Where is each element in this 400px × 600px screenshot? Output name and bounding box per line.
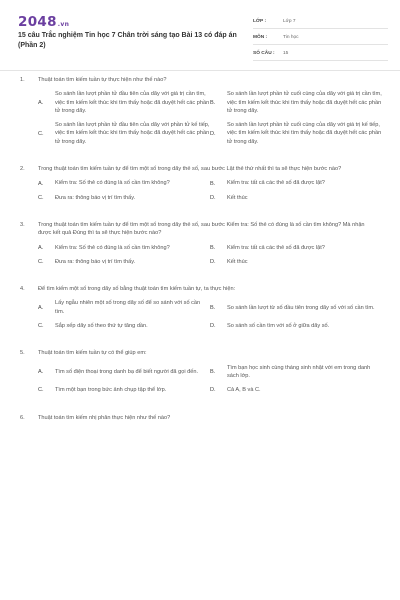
option-text: Kiểm tra: Số thẻ có đúng là số cần tìm không? <box>55 180 170 187</box>
question-5 <box>0 349 400 400</box>
answer-options <box>0 364 400 401</box>
option-letter: B. <box>210 180 216 187</box>
option-text: Kết thúc <box>227 258 248 265</box>
option-letter: A. <box>38 304 44 311</box>
option-d[interactable] <box>210 258 382 266</box>
option-text: So sánh số cần tìm với số ở giữa dãy số. <box>227 323 330 330</box>
logo-suffix: .vn <box>57 21 70 28</box>
meta-label: LỚP : <box>253 18 267 24</box>
option-text: Tìm một bạn trong bức ảnh chụp tập thể lớp. <box>55 387 167 394</box>
option-d[interactable] <box>210 121 382 146</box>
option-text: Kiểm tra: Số thẻ có đúng là số cần tìm không? <box>55 244 170 251</box>
question-list <box>0 76 400 435</box>
option-d[interactable] <box>210 386 382 394</box>
question-stem <box>0 76 400 84</box>
meta-label: MÔN : <box>253 34 268 40</box>
option-letter: C. <box>38 130 44 137</box>
option-d[interactable] <box>210 322 382 330</box>
meta-label: SỐ CÂU : <box>253 50 275 56</box>
question-stem <box>0 285 400 293</box>
option-letter: C. <box>38 387 44 394</box>
option-letter: D. <box>210 387 216 394</box>
option-text: Lấy ngẫu nhiên một số trong dãy số để so sánh với số cần tìm. <box>55 300 201 315</box>
question-stem <box>0 414 400 422</box>
option-text: Tìm bạn học sinh cùng tháng sinh nhật với em trong danh sách lớp. <box>227 364 371 379</box>
option-text: So sánh lần lượt phần tử cuối cùng của dãy với giá trị kế tiếp, việc tìm kiếm kết thúc khi tìm thấy hoặc đã duyệt hết các phần tử trong dãy. <box>227 122 382 145</box>
question-2 <box>0 165 400 208</box>
option-c[interactable] <box>38 386 210 394</box>
option-a[interactable] <box>38 364 210 381</box>
answer-options <box>0 299 400 336</box>
header-divider <box>0 70 400 71</box>
option-a[interactable] <box>38 179 210 187</box>
option-b[interactable] <box>210 299 382 316</box>
logo-text: 2048 <box>18 14 57 30</box>
option-text: Kết thúc <box>227 194 248 201</box>
question-6 <box>0 414 400 422</box>
meta-row-count <box>253 46 388 61</box>
option-letter: A. <box>38 180 44 187</box>
option-a[interactable] <box>38 244 210 252</box>
page-header <box>0 0 400 64</box>
option-b[interactable] <box>210 364 382 381</box>
question-text: Thuật toán tìm kiếm nhị phân thực hiện như thế nào? <box>38 414 171 421</box>
question-text: Để tìm kiếm một số trong dãy số bằng thuật toán tìm kiếm tuần tự, ta thực hiện: <box>38 286 236 293</box>
page-title: 15 câu Trắc nghiệm Tin học 7 Chân trời sáng tạo Bài 13 có đáp án (Phần 2) <box>18 32 237 49</box>
question-number: 4. <box>20 286 25 293</box>
option-text: Cả A, B và C. <box>227 387 261 394</box>
question-text: Trong thuật toán tìm kiếm tuần tự để tìm một số trong dãy thẻ số, sau bước Kiểm tra: Số thẻ có đúng là số cần tìm không? Mà nhận được kết quả Đúng thì ta sẽ thực hiện bước nào? <box>38 221 365 237</box>
question-number: 3. <box>20 221 25 228</box>
meta-value: Tin học <box>283 34 299 40</box>
option-letter: B. <box>210 244 216 251</box>
option-a[interactable] <box>38 299 210 316</box>
meta-row-class <box>253 14 388 29</box>
answer-options <box>0 179 400 208</box>
meta-value: Lớp 7 <box>283 18 296 24</box>
question-1 <box>0 76 400 152</box>
meta-value: 15 <box>283 50 289 56</box>
question-stem <box>0 221 400 238</box>
question-stem <box>0 165 400 173</box>
question-3 <box>0 221 400 272</box>
option-text: Kiểm tra: tất cả các thẻ số đã được lật? <box>227 180 325 187</box>
question-text: Trong thuật toán tìm kiếm tuần tự để tìm một số trong dãy thẻ số, sau bước Lật thẻ thứ nhất thì ta sẽ thực hiện bước nào? <box>38 166 342 173</box>
option-b[interactable] <box>210 244 382 252</box>
option-text: Sắp xếp dãy số theo thứ tự tăng dần. <box>55 323 148 330</box>
question-number: 5. <box>20 350 25 357</box>
option-d[interactable] <box>210 194 382 202</box>
question-text: Thuật toán tìm kiếm tuần tự thực hiện như thế nào? <box>38 77 167 83</box>
option-text: Đưa ra: thông báo vị trí tìm thấy. <box>55 194 136 201</box>
question-number: 6. <box>20 414 25 421</box>
option-letter: D. <box>210 194 216 201</box>
option-c[interactable] <box>38 194 210 202</box>
option-letter: D. <box>210 323 216 330</box>
site-logo[interactable] <box>18 14 69 30</box>
option-b[interactable] <box>210 90 382 115</box>
option-text: Tìm số điện thoại trong danh bạ để biết người đã gọi đến. <box>55 368 199 375</box>
option-text: Đưa ra: thông báo vị trí tìm thấy. <box>55 258 136 265</box>
answer-options <box>0 90 400 152</box>
option-b[interactable] <box>210 179 382 187</box>
question-number: 2. <box>20 166 25 173</box>
option-letter: C. <box>38 323 44 330</box>
option-c[interactable] <box>38 121 210 146</box>
option-a[interactable] <box>38 90 210 115</box>
meta-row-subject <box>253 30 388 45</box>
option-text: So sánh lần lượt phần tử đầu tiên của dãy với phần tử kế tiếp, việc tìm kiếm kết thúc khi tìm thấy hoặc đã duyệt hết các phần tử trong dãy. <box>55 122 210 145</box>
answer-options <box>0 244 400 273</box>
option-letter: B. <box>210 99 216 106</box>
meta-panel <box>253 14 388 62</box>
option-letter: A. <box>38 99 44 106</box>
option-letter: B. <box>210 368 216 375</box>
option-c[interactable] <box>38 322 210 330</box>
option-letter: A. <box>38 244 44 251</box>
option-letter: C. <box>38 259 44 265</box>
option-text: Kiểm tra: tất cả các thẻ số đã được lật? <box>227 244 325 251</box>
option-letter: B. <box>210 304 216 311</box>
option-letter: C. <box>38 194 44 201</box>
option-text: So sánh lần lượt từ số đầu tiên trong dãy số với số cần tìm. <box>227 304 375 311</box>
option-text: So sánh lần lượt phần tử đầu tiên của dãy với giá trị cần tìm, việc tìm kiếm kết thúc khi tìm thấy hoặc đã duyệt hết các phần tử trong dãy. <box>55 91 210 114</box>
option-letter: D. <box>210 259 216 265</box>
option-letter: D. <box>210 130 216 137</box>
question-text: Thuật toán tìm kiếm tuần tự có thể giúp em: <box>38 350 147 357</box>
option-c[interactable] <box>38 258 210 266</box>
option-letter: A. <box>38 368 44 375</box>
option-text: So sánh lần lượt phần tử cuối cùng của dãy với giá trị cần tìm, việc tìm kiếm kết thúc khi tìm thấy hoặc đã duyệt hết các phần tử trong dãy. <box>227 91 382 114</box>
question-4 <box>0 285 400 336</box>
question-number: 1. <box>20 77 25 83</box>
question-stem <box>0 349 400 357</box>
